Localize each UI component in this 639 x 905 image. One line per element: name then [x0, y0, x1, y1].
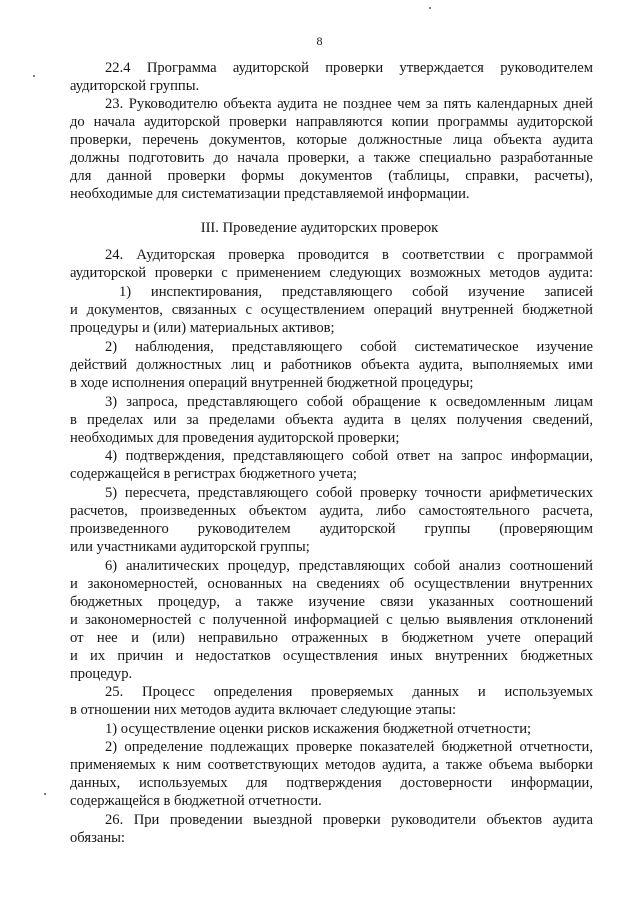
text-line: проверки, перечень документов, которые должностные лица объекта аудита: [70, 132, 593, 148]
text-line: необходимые для систематизации представляемой информации.: [70, 186, 470, 202]
text-line: расчетов, произведенных объектом аудита, либо самостоятельного расчета,: [70, 503, 593, 519]
text-line: должны подготовить до начала проверки, а также специально разработанные: [70, 150, 593, 166]
text-line: в пределах или за пределами объекта аудита в целях получения сведений,: [70, 412, 593, 428]
text-line: данных, используемых для подтверждения достоверности информации,: [70, 775, 593, 791]
text-line: до начала аудиторской проверки направляются копии программы аудиторской: [70, 114, 593, 130]
text-line: бюджетных процедур, а также изучение связи указанных соотношений: [70, 594, 593, 610]
text-line: и документов, связанных с осуществлением операций внутренней бюджетной: [70, 302, 593, 318]
text-line: 22.4 Программа аудиторской проверки утверждается руководителем: [105, 60, 593, 76]
text-line: аудиторской проверки с применением следующих возможных методов аудита:: [70, 265, 593, 281]
page-number: 8: [316, 34, 323, 48]
text-line: процедур.: [70, 666, 133, 682]
text-line: 5) пересчета, представляющего собой проверку точности арифметических: [105, 485, 593, 501]
scan-speck: [44, 793, 46, 795]
text-line: 24. Аудиторская проверка проводится в соответствии с программой: [105, 247, 593, 263]
text-line: и закономерностей с полученной информацией с целью выявления отклонений: [70, 612, 593, 628]
text-line: 2) определение подлежащих проверке показателей бюджетной отчетности,: [105, 739, 593, 755]
scan-speck: [429, 7, 431, 9]
text-line: произведенного руководителем аудиторской группы (проверяющим: [70, 521, 593, 537]
text-line: и закономерностей, основанных на сведениях об осуществлении внутренних: [70, 576, 593, 592]
text-line: 1) инспектирования, представляющего собой изучение записей: [119, 284, 593, 300]
text-line: от нее и (или) неправильно отраженных в бюджетном учете операций: [70, 630, 593, 646]
section-heading: III. Проведение аудиторских проверок: [200, 220, 439, 236]
text-line: 4) подтверждения, представляющего собой ответ на запрос информации,: [105, 448, 593, 464]
text-line: содержащейся в бюджетной отчетности.: [70, 793, 322, 809]
text-line: 25. Процесс определения проверяемых данных и используемых: [105, 684, 593, 700]
text-line: 1) осуществление оценки рисков искажения бюджетной отчетности;: [105, 721, 532, 737]
text-line: для данной проверки формы документов (таблицы, справки, расчеты),: [70, 168, 593, 184]
text-line: 2) наблюдения, представляющего собой систематическое изучение: [105, 339, 593, 355]
text-line: необходимых для проведения аудиторской проверки;: [70, 430, 400, 446]
text-line: 6) аналитических процедур, представляющих собой анализ соотношений: [105, 558, 593, 574]
text-line: действий должностных лиц и работников объекта аудита, выполняемых ими: [70, 357, 593, 373]
text-line: и их причин и недостатков осуществления иных внутренних бюджетных: [70, 648, 593, 664]
scan-speck: [33, 75, 35, 77]
text-line: в ходе исполнения операций внутренней бюджетной процедуры;: [70, 375, 474, 391]
text-line: применяемых к ним соответствующих методов аудита, а также объема выборки: [70, 757, 593, 773]
text-line: процедуры и (или) материальных активов;: [70, 320, 335, 336]
text-line: 26. При проведении выездной проверки руководители объектов аудита: [105, 812, 593, 828]
text-line: в отношении них методов аудита включает следующие этапы:: [70, 702, 457, 718]
text-line: 23. Руководителю объекта аудита не позднее чем за пять календарных дней: [105, 96, 593, 112]
text-line: обязаны:: [70, 830, 125, 846]
text-line: или участниками аудиторской группы;: [70, 539, 310, 555]
text-line: аудиторской группы.: [70, 78, 200, 94]
text-line: содержащейся в регистрах бюджетного учета;: [70, 466, 357, 482]
text-line: 3) запроса, представляющего собой обращение к осведомленным лицам: [105, 394, 593, 410]
